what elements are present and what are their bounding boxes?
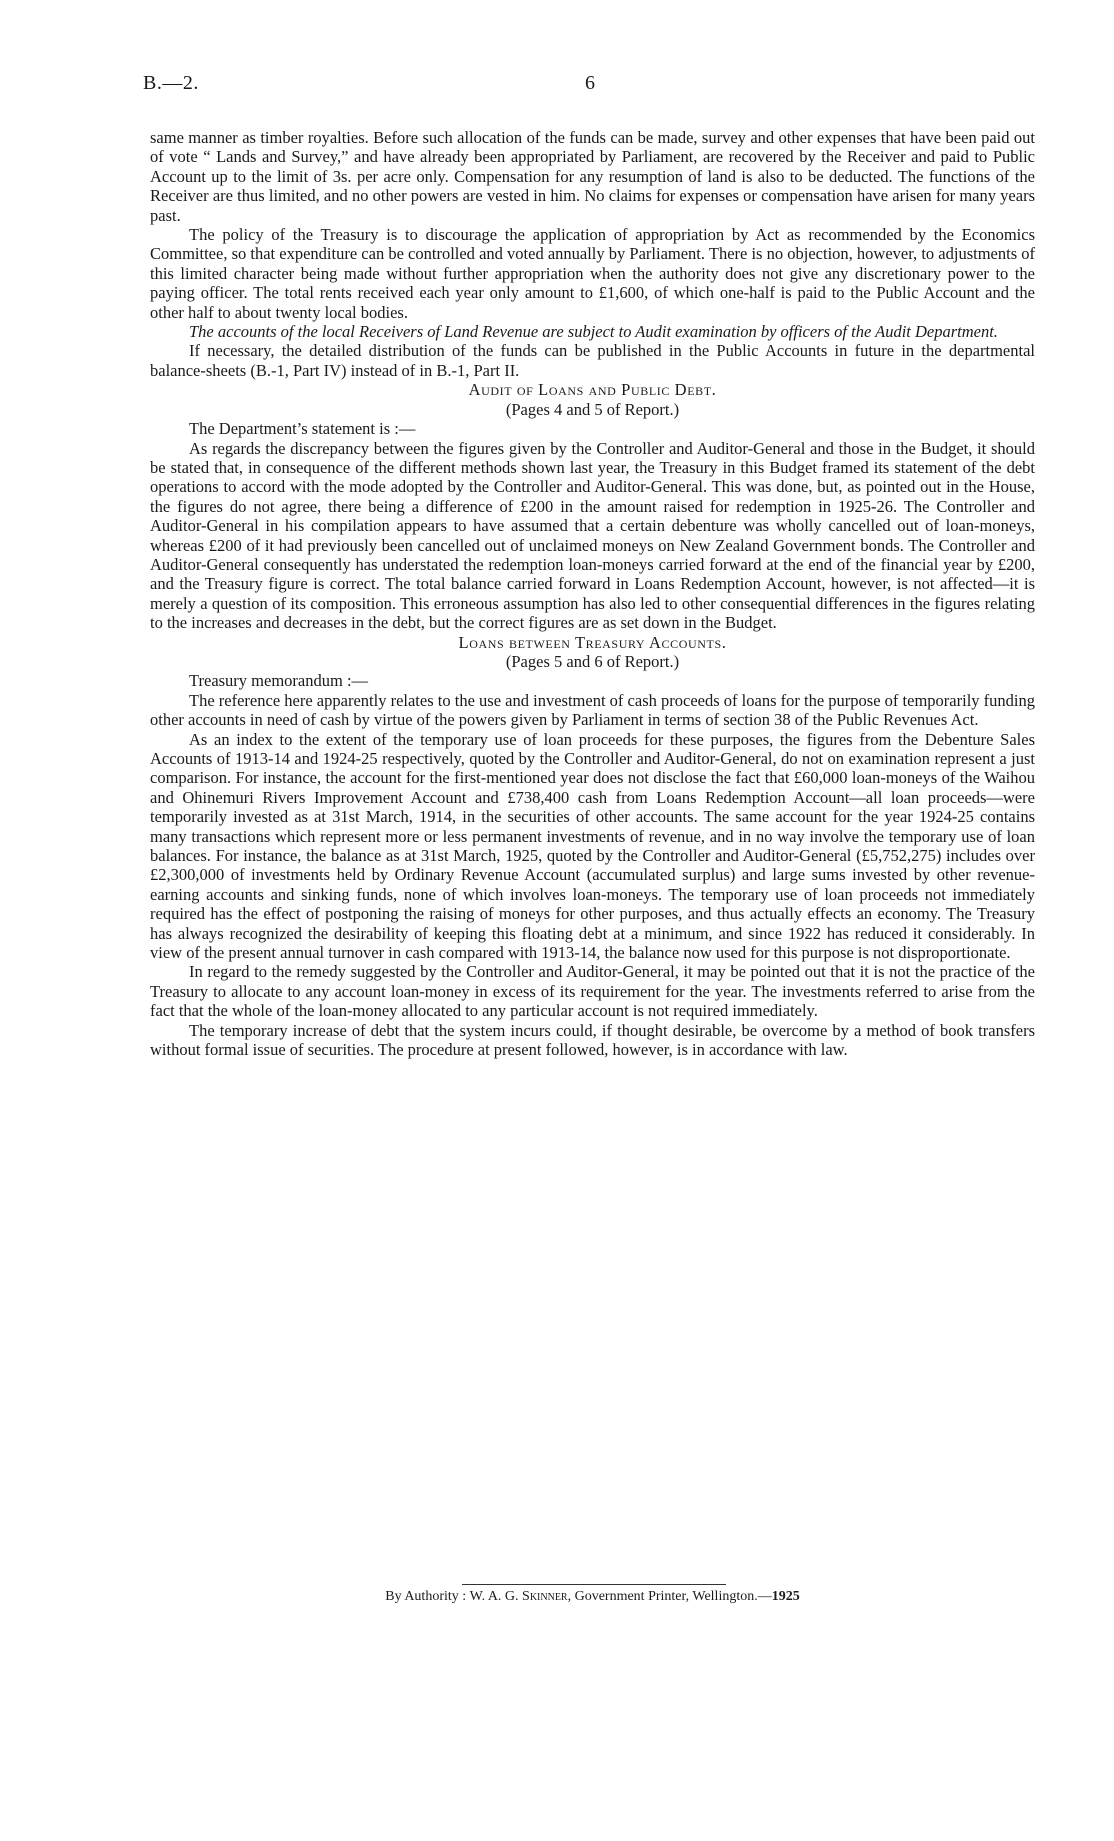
- section-subheading: (Pages 5 and 6 of Report.): [505, 651, 680, 671]
- printer-imprint: [150, 1589, 1035, 1605]
- paragraph: In regard to the remedy suggested by the Controller and Auditor-General, it may be pointed out that it is not the practice of the Treasury to allocate to any account loan-money in excess of its requirement for the year. The investments referred to arise from the fact that the whole of the loan-money allocated to any particular account is not required immediately.: [150, 962, 1035, 1021]
- paragraph: If necessary, the detailed distribution of the funds can be published in the Public Accounts in future in the departmental balance-sheets (B.-1, Part IV) instead of in B.-1, Part II.: [150, 341, 1035, 380]
- paragraph: The policy of the Treasury is to discourage the application of appropriation by Act as recommended by the Economics Committee, so that expenditure can be controlled and voted annually by Parliament. There is no objection, however, to adjustments of this limited character being made without further appropriation when the authority does not give any discretionary power to the paying officer. The total rents received each year only amount to £1,600, of which one-half is paid to the Public Account and the other half to about twenty local bodies.: [150, 225, 1035, 322]
- paragraph: As an index to the extent of the temporary use of loan proceeds for these purposes, the figures from the Debenture Sales Accounts of 1913-14 and 1924-25 respectively, quoted by the Controller and Auditor-General, do not on examination represent a just comparison. For instance, the account for the first-mentioned year does not disclose the fact that £60,000 loan-moneys of the Waihou and Ohinemuri Rivers Improvement Account and £738,400 cash from Loans Redemption Account—all loan proceeds—were temporarily invested as at 31st March, 1914, in the securities of other accounts. The same account for the year 1924-25 contains many transactions which represent more or less permanent investments of revenue, and in no way involve the temporary use of loan balances. For instance, the balance as at 31st March, 1925, quoted by the Controller and Auditor-General (£5,752,275) includes over £2,300,000 of investments held by Ordinary Revenue Account (accumulated surplus) and large sums invested by other revenue-earning accounts and sinking funds, none of which involves loan-moneys. The temporary use of loan proceeds not immediately required has the effect of postponing the raising of moneys for other purposes, and thus actually effects an economy. The Treasury has always recognized the desirability of keeping this floating debt at a minimum, and since 1922 has reduced it considerably. In view of the present annual turnover in cash compared with 1913-14, the balance now used for this purpose is not disproportionate.: [150, 729, 1035, 963]
- printer-name: W. A. G. Skinner: [469, 1589, 568, 1604]
- imprint-suffix: , Government Printer, Wellington.—: [567, 1589, 772, 1604]
- footer-divider: [462, 1584, 726, 1585]
- paragraph: As regards the discrepancy between the figures given by the Controller and Auditor-General and those in the Budget, it should be stated that, in consequence of the different methods shown last year, the Treasury in this Budget framed its statement of the debt operations to accord with the mode adopted by the Controller and Auditor-General. This was done, but, as pointed out in the House, the figures do not agree, there being a difference of £200 in the amount raised for redemption in 1925-26. The Controller and Auditor-General in his compilation appears to have assumed that a certain debenture was wholly cancelled out of loan-moneys, whereas £200 of it had previously been cancelled out of unclaimed moneys on New Zealand Government bonds. The Controller and Auditor-General consequently has understated the redemption loan-moneys carried forward at the end of the financial year by £200, and the Treasury figure is correct. The total balance carried forward in Loans Redemption Account, however, is not affected—it is merely a question of its composition. This erroneous assumption has also led to other consequential differences in the figures relating to the increases and decreases in the debt, but the correct figures are as set down in the Budget.: [150, 438, 1035, 633]
- imprint-year: 1925: [771, 1589, 800, 1604]
- paragraph: The temporary increase of debt that the system incurs could, if thought desirable, be overcome by a method of book transfers without formal issue of securities. The procedure at present followed, however, is in accordance with law.: [150, 1020, 1035, 1060]
- section-heading-audit-of-loans: Audit of Loans and Public Debt.: [468, 380, 717, 400]
- section-heading-loans-between-treasury-accounts: Loans between Treasury Accounts.: [458, 632, 727, 652]
- paragraph: The reference here apparently relates to the use and investment of cash proceeds of loans for the purpose of temporarily funding other accounts in need of cash by virtue of the powers given by Parliament in terms of section 38 of the Public Revenues Act.: [150, 690, 1035, 730]
- document-reference: B.—2.: [143, 72, 199, 94]
- document-body: [150, 128, 1035, 1060]
- paragraph: same manner as timber royalties. Before such allocation of the funds can be made, survey and other expenses that have been paid out of vote “ Lands and Survey,” and have already been appropriated by Parliament, are recovered by the Receiver and paid to Public Account up to the limit of 3s. per acre only. Compensation for any resumption of land is also to be deducted. The functions of the Receiver are thus limited, and no other powers are vested in him. No claims for expenses or compensation have arisen for many years past.: [150, 128, 1035, 225]
- page-header: [143, 72, 1043, 102]
- imprint-prefix: By Authority :: [385, 1589, 470, 1604]
- section-intro: Treasury memorandum :—: [189, 671, 369, 691]
- italic-paragraph: The accounts of the local Receivers of Land Revenue are subject to Audit examination by officers of the Audit Department.: [189, 322, 998, 342]
- section-intro: The Department’s statement is :—: [189, 419, 416, 439]
- page-number: 6: [585, 72, 595, 94]
- section-subheading: (Pages 4 and 5 of Report.): [505, 399, 680, 419]
